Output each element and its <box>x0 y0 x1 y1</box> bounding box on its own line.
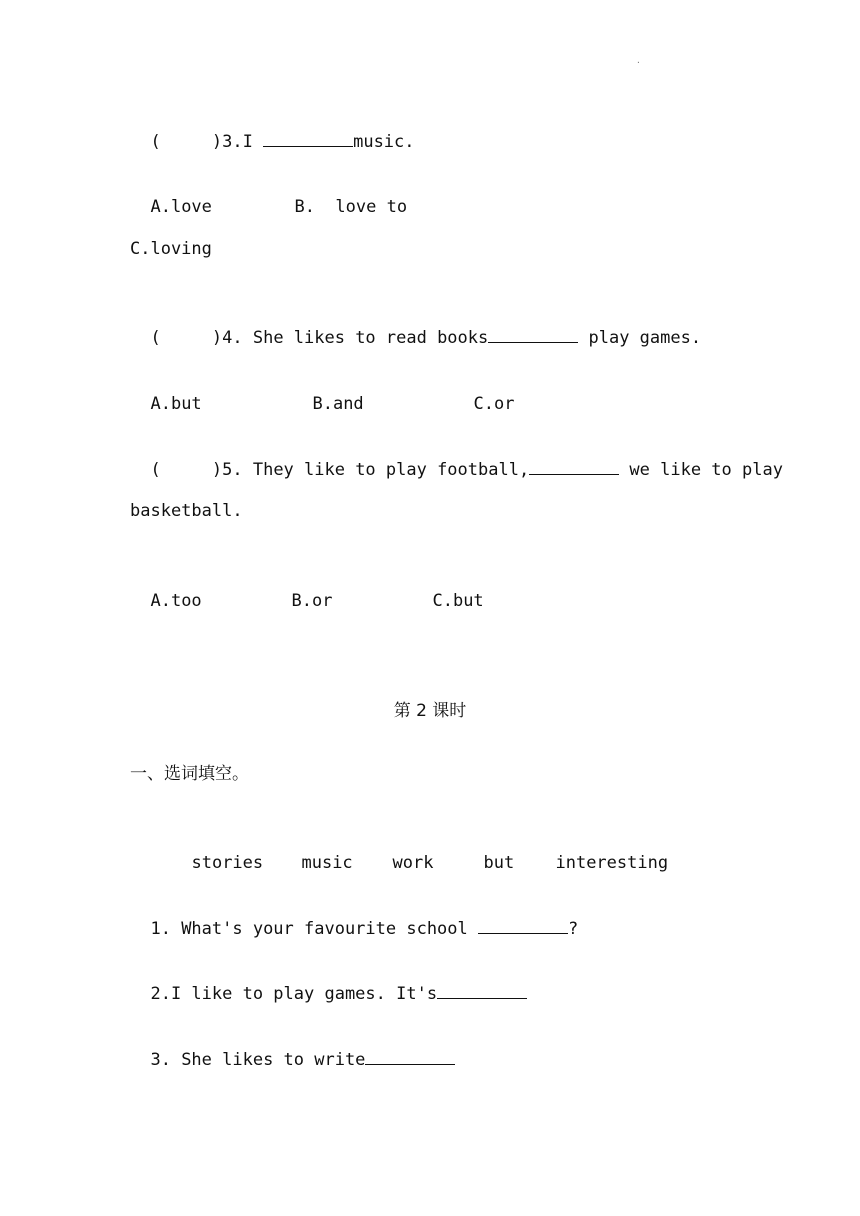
option-c: C.but <box>432 591 484 611</box>
word-bank-item: interesting <box>555 853 669 873</box>
answer-blank[interactable] <box>488 326 578 343</box>
question-number: 3.I <box>222 132 264 152</box>
fill-item-1 <box>130 893 578 941</box>
question-text: 4. She likes to read books <box>222 328 489 348</box>
option-a: A.but <box>150 394 202 414</box>
section-title: 一、选词填空。 <box>130 764 249 784</box>
answer-paren: ( ) <box>150 132 223 152</box>
word-bank <box>171 827 668 875</box>
answer-paren: ( ) <box>150 328 223 348</box>
option-b: B.or <box>291 591 333 611</box>
fill-item-text: 2.I like to play games. It's <box>150 984 438 1004</box>
fill-item-end: ? <box>568 919 579 939</box>
options-q5 <box>130 565 484 613</box>
question-text-end: play games. <box>578 328 702 348</box>
options-q3 <box>130 171 407 219</box>
fill-item-2 <box>130 958 527 1006</box>
question-text: music. <box>353 132 415 152</box>
answer-blank[interactable] <box>263 130 353 147</box>
answer-blank[interactable] <box>437 982 527 999</box>
fill-item-text: 3. She likes to write <box>150 1050 366 1070</box>
page-mark: . <box>636 56 641 65</box>
question-5-continued: basketball. <box>130 501 243 521</box>
option-c: C.or <box>473 394 515 414</box>
option-b: B. love to <box>294 197 408 217</box>
word-bank-item: work <box>392 853 434 873</box>
option-c-q3: C.loving <box>130 239 212 259</box>
question-4 <box>130 302 701 350</box>
option-a: A.love <box>150 197 212 217</box>
word-bank-item: but <box>483 853 515 873</box>
option-a: A.too <box>150 591 202 611</box>
word-bank-item: music <box>301 853 353 873</box>
question-3 <box>130 106 415 154</box>
options-q4 <box>130 368 514 416</box>
answer-blank[interactable] <box>365 1048 455 1065</box>
answer-paren: ( ) <box>150 460 223 480</box>
question-text-end: we like to play <box>619 460 783 480</box>
question-5 <box>130 434 783 482</box>
word-bank-item: stories <box>191 853 264 873</box>
answer-blank[interactable] <box>529 458 619 475</box>
option-b: B.and <box>312 394 364 414</box>
fill-item-3 <box>130 1024 455 1072</box>
question-text: 5. They like to play football, <box>222 460 530 480</box>
answer-blank[interactable] <box>478 917 568 934</box>
lesson-title: 第 2 课时 <box>393 701 467 721</box>
fill-item-text: 1. What's your favourite school <box>150 919 478 939</box>
